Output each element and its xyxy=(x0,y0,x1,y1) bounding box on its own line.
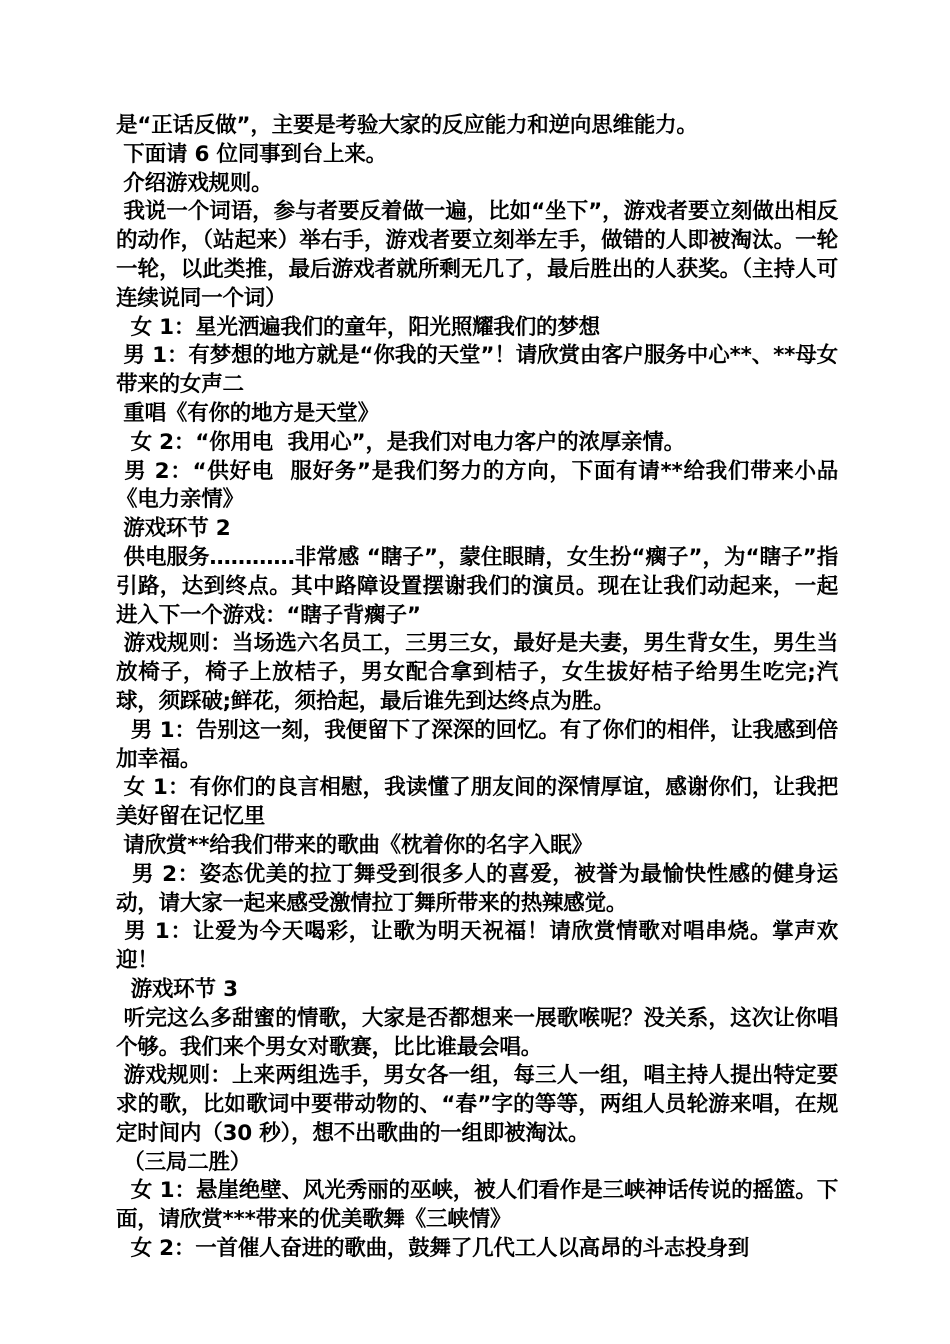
paragraph-best-of-three: （三局二胜） xyxy=(116,1149,252,1175)
paragraph-game-2-intro: 供电服务…………非常感 “瞎子”，蒙住眼睛，女生扮“瘸子”，为“瞎子”指引路，达到终点。其中路障设置摆谢我们的演员。现在让我们动起来，一起进入下一个游戏：“瞎子背瘸子” xyxy=(116,544,838,628)
paragraph-female2-song: 女 2：一首催人奋进的歌曲，鼓舞了几代工人以高昂的斗志投身到 xyxy=(116,1236,750,1262)
paragraph-female1-three-gorges: 女 1：悬崖绝壁、风光秀丽的巫峡，被人们看作是三峡神话传说的摇篮。下面，请欣赏***带来的优美歌舞《三峡情》 xyxy=(116,1178,838,1233)
paragraph-game-3-intro: 听完这么多甜蜜的情歌，大家是否都想来一展歌喉呢？没关系，这次让你唱个够。我们来个男女对歌赛，比比谁最会唱。 xyxy=(116,1005,838,1060)
paragraph-male2-latin-dance: 男 2：姿态优美的拉丁舞受到很多人的喜爱，被誉为最愉快性感的健身运动，请大家一起来感受激情拉丁舞所带来的热辣感觉。 xyxy=(116,861,838,916)
paragraph-rules-heading: 介绍游戏规则。 xyxy=(116,170,273,196)
paragraph-male2-line: 男 2：“供好电 服好务”是我们努力的方向，下面有请**给我们带来小品《电力亲情》 xyxy=(116,458,838,513)
paragraph-female1-thanks: 女 1：有你们的良言相慰，我读懂了朋友间的深情厚谊，感谢你们，让我把美好留在记忆里 xyxy=(116,775,838,830)
paragraph-invite-colleagues: 下面请 6 位同事到台上来。 xyxy=(116,141,387,167)
paragraph-game-2-rules: 游戏规则：当场选六名员工，三男三女，最好是夫妻，男生背女生，男生当放椅子，椅子上放桔子，男女配合拿到桔子，女生拔好桔子给男生吃完;汽球，须踩破;鲜花，须拾起，最后谁先到达终点为胜。 xyxy=(116,631,838,714)
paragraph-rules-detail: 我说一个词语，参与者要反着做一遍，比如“坐下”，游戏者要立刻做出相反的动作，（站起来）举右手，游戏者要立刻举左手，做错的人即被淘汰。一轮一轮，以此类推，最后游戏者就所剩无几了，最后胜出的人获奖。（主持人可连续说同一个词） xyxy=(116,199,838,311)
paragraph-duet-title: 重唱《有你的地方是天堂》 xyxy=(116,400,379,426)
paragraph-female2-line: 女 2：“你用电 我用心”，是我们对电力客户的浓厚亲情。 xyxy=(116,429,685,455)
paragraph-female1-line: 女 1：星光洒遍我们的童年，阳光照耀我们的梦想 xyxy=(116,314,600,340)
paragraph-male1-farewell: 男 1：告别这一刻，我便留下了深深的回忆。有了你们的相伴，让我感到倍加幸福。 xyxy=(116,717,838,772)
paragraph-game-section-2: 游戏环节 2 xyxy=(116,516,231,542)
paragraph-game-section-3: 游戏环节 3 xyxy=(116,976,238,1002)
document-body xyxy=(116,112,838,1264)
paragraph-male1-love-songs: 男 1：让爱为今天喝彩，让歌为明天祝福！请欣赏情歌对唱串烧。掌声欢迎！ xyxy=(116,919,838,974)
paragraph-intro-game: 是“正话反做”，主要是考验大家的反应能力和逆向思维能力。 xyxy=(116,113,698,138)
paragraph-game-3-rules: 游戏规则：上来两组选手，男女各一组，每三人一组，唱主持人提出特定要求的歌，比如歌词中要带动物的、“春”字的等等，两组人员轮游来唱，在规定时间内（30 秒），想不出歌曲的一组即被淘汰。 xyxy=(116,1063,838,1146)
paragraph-male1-line: 男 1：有梦想的地方就是“你我的天堂”！请欣赏由客户服务中心**、**母女带来的女声二 xyxy=(116,343,838,398)
paragraph-song-intro: 请欣赏**给我们带来的歌曲《枕着你的名字入眠》 xyxy=(116,832,593,858)
